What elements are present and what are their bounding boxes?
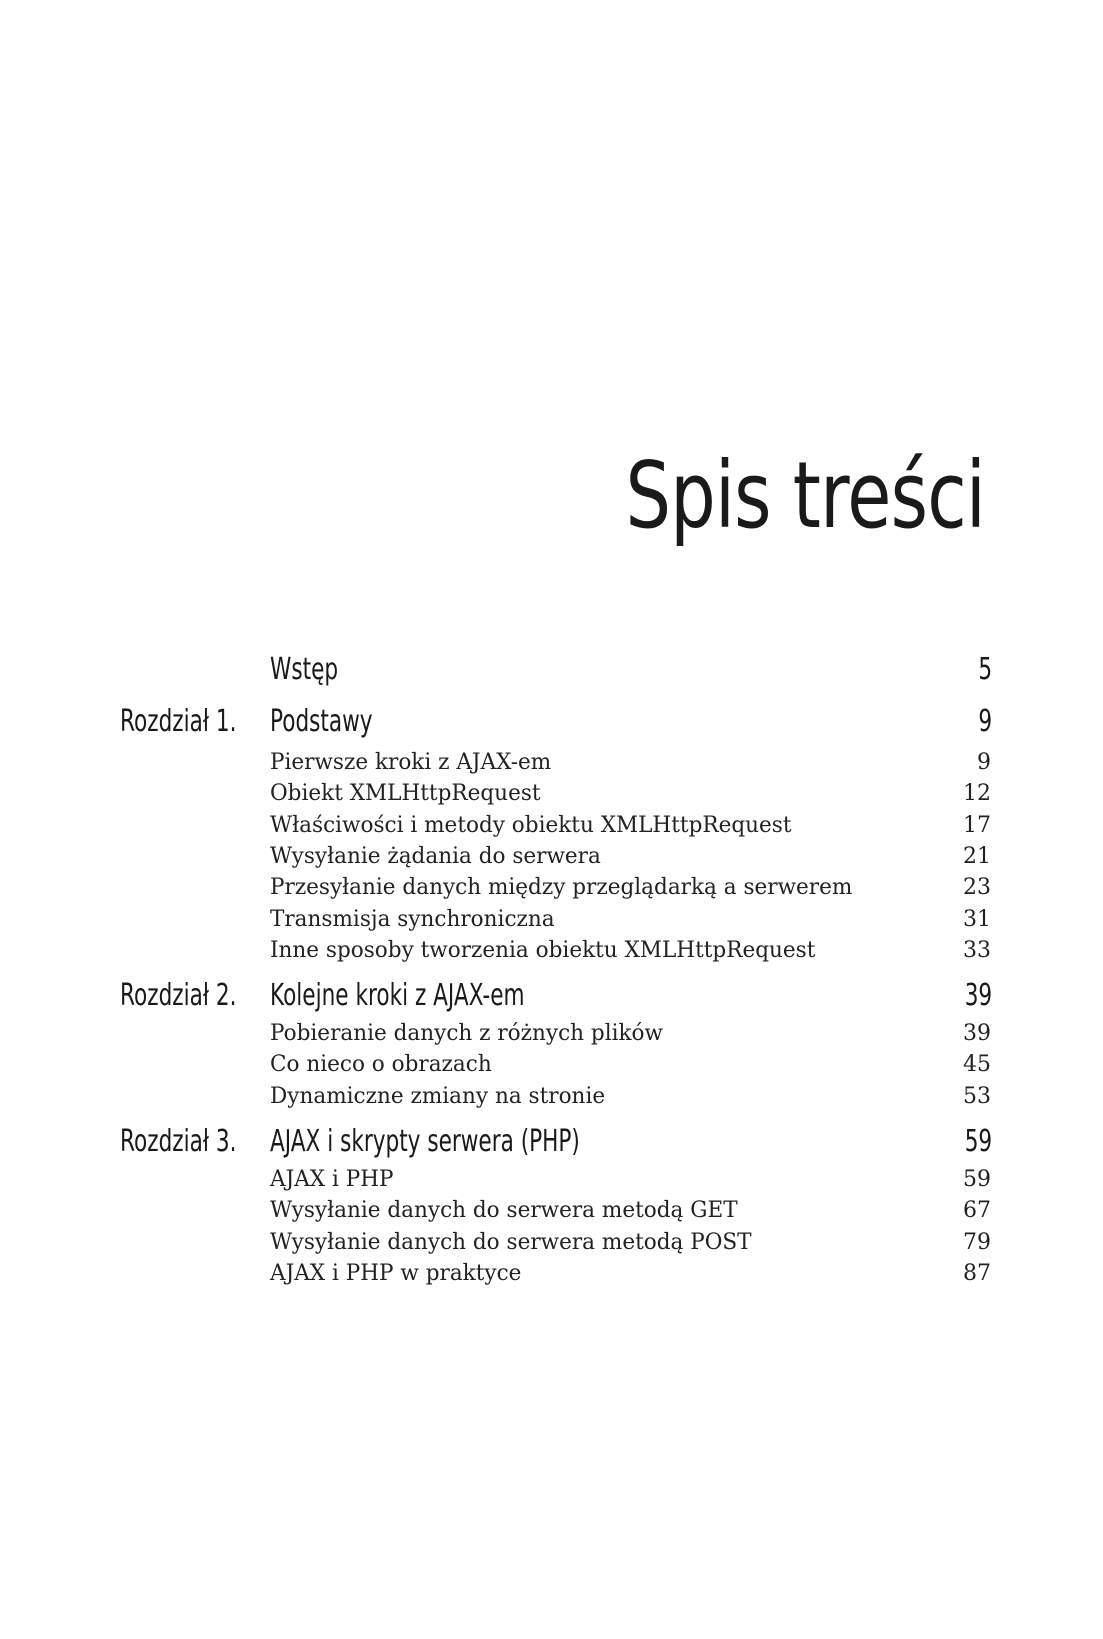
section-title: Wysyłanie danych do serwera metodą POST (270, 1230, 752, 1255)
section-page: 9 (977, 750, 991, 775)
chapter-label: Rozdział 2. (120, 978, 237, 1013)
page-title: Spis treści (625, 442, 985, 549)
section-title: Pierwsze kroki z AJAX-em (270, 750, 552, 775)
chapter-page: 39 (964, 978, 992, 1013)
toc-chapter-1[interactable] (0, 706, 1103, 738)
toc-chapter-3[interactable] (0, 1126, 1103, 1158)
section-page: 31 (963, 907, 991, 932)
section-title: Inne sposoby tworzenia obiektu XMLHttpRequest (270, 938, 816, 963)
toc-section[interactable] (0, 1196, 1103, 1228)
section-title: Obiekt XMLHttpRequest (270, 781, 541, 806)
toc-section[interactable] (0, 748, 1103, 780)
section-page: 67 (963, 1198, 991, 1223)
section-title: Wysyłanie żądania do serwera (270, 844, 601, 869)
section-page: 12 (963, 781, 991, 806)
section-title: AJAX i PHP (270, 1167, 394, 1192)
toc-section[interactable] (0, 842, 1103, 874)
toc-section[interactable] (0, 1228, 1103, 1260)
section-title: Pobieranie danych z różnych plików (270, 1021, 663, 1046)
toc-section[interactable] (0, 905, 1103, 937)
toc-entry-title: Wstęp (270, 652, 339, 687)
toc-section[interactable] (0, 936, 1103, 968)
section-title: Transmisja synchroniczna (270, 907, 555, 932)
section-page: 39 (963, 1021, 991, 1046)
chapter-label: Rozdział 1. (120, 704, 237, 739)
toc-chapter-2[interactable] (0, 980, 1103, 1012)
toc-section[interactable] (0, 1259, 1103, 1291)
chapter-page: 9 (978, 704, 992, 739)
chapter-title: Podstawy (270, 704, 373, 739)
toc-section[interactable] (0, 1050, 1103, 1082)
toc-section[interactable] (0, 1165, 1103, 1197)
chapter-label: Rozdział 3. (120, 1124, 237, 1159)
chapter-title: Kolejne kroki z AJAX-em (270, 978, 525, 1013)
toc-section[interactable] (0, 1019, 1103, 1051)
section-page: 17 (963, 813, 991, 838)
section-page: 87 (963, 1261, 991, 1286)
toc-section[interactable] (0, 779, 1103, 811)
section-title: Co nieco o obrazach (270, 1052, 492, 1077)
section-page: 21 (963, 844, 991, 869)
section-title: Właściwości i metody obiektu XMLHttpRequest (270, 813, 792, 838)
toc-entry-page: 5 (978, 652, 992, 687)
toc-section[interactable] (0, 1082, 1103, 1114)
section-page: 45 (963, 1052, 991, 1077)
section-title: Wysyłanie danych do serwera metodą GET (270, 1198, 738, 1223)
toc-section[interactable] (0, 873, 1103, 905)
chapter-title: AJAX i skrypty serwera (PHP) (270, 1124, 580, 1159)
section-title: Dynamiczne zmiany na stronie (270, 1084, 606, 1109)
toc-entry-intro[interactable] (0, 654, 1103, 686)
section-page: 33 (963, 938, 991, 963)
section-title: Przesyłanie danych między przeglądarką a serwerem (270, 875, 853, 900)
section-page: 23 (963, 875, 991, 900)
section-page: 79 (963, 1230, 991, 1255)
chapter-page: 59 (964, 1124, 992, 1159)
section-title: AJAX i PHP w praktyce (270, 1261, 522, 1286)
section-page: 59 (963, 1167, 991, 1192)
toc-section[interactable] (0, 811, 1103, 843)
section-page: 53 (963, 1084, 991, 1109)
